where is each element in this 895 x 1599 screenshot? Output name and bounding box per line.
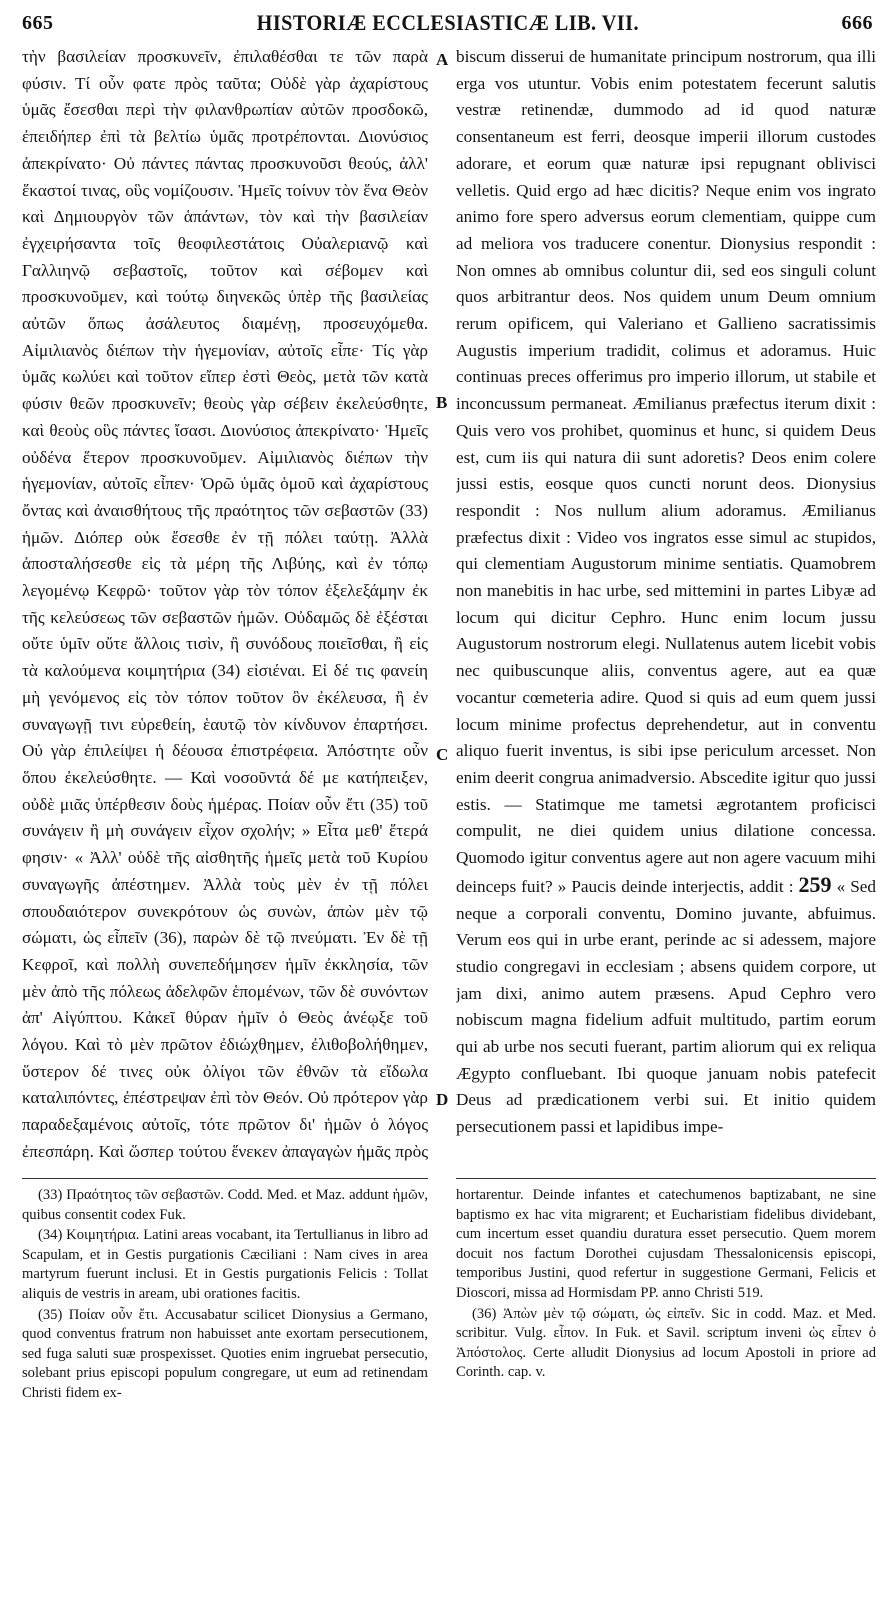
- greek-text: τὴν βασιλείαν προσκυνεῖν, ἐπιλαθέσθαι τε τῶν παρὰ φύσιν. Τί οὖν φατε πρὸς ταῦτα; Οὐδὲ γὰρ ἀχαρίστους ὑμᾶς ἔσεσθαι περὶ τὴν φιλανθρωπίαν αὐτῶν προσδοκῶ, ἐπειδήπερ ἐπὶ τὰ βελτίω ὑμᾶς προτρέπονται. Διονύσιος ἀπεκρίνατο· Οὐ πάντες πάντας προσκυνοῦσι θεούς, ἀλλ' ἕκαστοί τινας, οὓς νομίζουσιν. Ἡμεῖς τοίνυν τὸν ἕνα Θεὸν καὶ Δημιουργὸν τῶν ἁπάντων, τὸν καὶ τὴν βασιλείαν ἐγχειρήσαντα τοῖς θεοφιλεστάτοις Οὐαλεριανῷ καὶ Γαλλιηνῷ σεβαστοῖς, τοῦτον καὶ σέβομεν καὶ προσκυνοῦμεν, καὶ τούτῳ διηνεκῶς ὑπὲρ τῆς βασιλείας αὐτῶν ὅπως ἀσάλευτος διαμένῃ, προσευχόμεθα. Αἰμιλιανὸς διέπων τὴν ἡγεμονίαν, αὐτοῖς εἶπε· Τίς γὰρ ὑμᾶς κωλύει καὶ τοῦτον εἴπερ ἐστὶ Θεὸς, μετὰ τῶν κατὰ φύσιν θεῶν προσκυνεῖν; θεοὺς γὰρ σέβειν ἐκελεύσθητε, καὶ θεοὺς οὓς πάντες ἴσασι. Διονύσιος ἀπεκρίνατο· Ἡμεῖς οὐδένα ἕτερον προσκυνοῦμεν. Αἰμιλιανὸς διέπων τὴν ἡγεμονίαν, αὐτοῖς εἶπεν· Ὁρῶ ὑμᾶς ὁμοῦ καὶ ἀχαρίστους ὄντας καὶ ἀναισθήτους τῆς πραότητος τῶν σεβαστῶν (33) ἡμῶν. Διόπερ οὐκ ἔσεσθε ἐν τῇ πόλει ταύτῃ. Ἀλλὰ ἀποσταλήσεσθε εἰς τὰ μέρη τῆς Λιβύης, καὶ ἐν τόπῳ λεγομένῳ Κεφρῶ· τοῦτον γὰρ τὸν τόπον ἐξελεξάμην ἐκ τῆς κελεύσεως τῶν σεβαστῶν ἡμῶν. Οὐδαμῶς δὲ ἐξέσται οὔτε ὑμῖν οὔτε ἄλλοις τισὶν, ἢ συνόδους ποιεῖσθαι, ἢ εἰς τὰ καλούμενα κοιμητήρια (34) εἰσιέναι. Εἰ δέ τις φανείη μὴ γενόμενος εἰς τὸν τόπον τοῦτον ὃν ἐκέλευσα, ἢ ἐν συναγωγῇ τινι εὑρεθείη, ἑαυτῷ τὸν κίνδυνον ἐπαρτήσει. Οὐ γὰρ ἐπιλείψει ἡ δέουσα ἐπιστρέφεια. Ἀπόστητε οὖν ὅπου ἐκελεύσθητε. — Καὶ νοσοῦντά δέ με κατήπειξεν, οὐδὲ μιᾶς ὑπέρθεσιν δοὺς ἡμέρας. Ποίαν οὖν ἔτι (35) τοῦ συνάγειν ἢ μὴ συνάγειν εἶχον σχολήν; » Εἶτα μεθ' ἕτερά φησιν· « Ἀλλ' οὐδὲ τῆς αἰσθητῆς ἡμεῖς μετὰ τοῦ Κυρίου συναγωγῆς ἀπέστημεν. Ἀλλὰ τοὺς μὲν ἐν τῇ πόλει σπουδαιότερον συνεκρότουν ὡς συνὼν, ἀπὼν μὲν τῷ σώματι, ὡς εἶπεῖν (36), παρὼν δὲ τῷ πνεύματι. Ἐν δὲ τῇ Κεφροῖ, καὶ πολλὴ συνεπεδήμησεν ἡμῖν ἐκκλησία, τῶν μὲν ἀπὸ τῆς πόλεως ἀδελφῶν ἑπομένων, τῶν δὲ συνόντων ἀπ' Αἰγύπτου. Κἀκεῖ θύραν ἡμῖν ὁ Θεὸς ἀνέῳξε τοῦ λόγου. Καὶ τὸ μὲν πρῶτον ἐδιώχθημεν, ἐλιθοβολήθημεν, ὕστερον δέ τινες οὐκ ὀλίγοι τῶν ἐθνῶν τὰ εἴδωλα καταλιπόντες, ἐπέστρεψαν ἐπὶ τὸν Θεόν. Οὐ πρότερον γὰρ παραδεξαμένοις αὐτοῖς, τότε πρῶτον δι' ἡμῶν ὁ λόγος ἐπεσπάρη. Καὶ ὥσπερ τούτου ἕνεκεν ἀπαγαγὼν ἡμᾶς πρὸς: [22, 47, 428, 1161]
- left-page-number: 665: [22, 11, 54, 34]
- footnote-34: (34) Κοιμητήρια. Latini areas vocabant, ita Tertullianus in libro ad Scapulam, et in Gestis purgationis Cæciliani : Nam cives in area martyrum fuerunt inclusi. Et in Gestis purgationis Felicis : Tollat aliquis de vestris in aream, ubi orationes facitis.: [22, 1227, 428, 1302]
- footnote-35-continued: hortarentur. Deinde infantes et catechumenos baptizabant, ne sine baptismo ex hac vita migrarent; et Eucharistiam fidelibus dividebant, cum incertum esset quandiu duratura esset persecutio. Quem morem docuit nos factum Dorothei cujusdam Thessalonicensis episcopi, temporibus Justini, quod refertur in suggestione Germani, Felicis et Dioscori, missa ad Hormisdam PP. anno Christi 519.: [456, 1187, 876, 1301]
- section-marker-d: D: [436, 1090, 449, 1109]
- footnote-rule-right: [456, 1178, 876, 1179]
- running-header: [22, 6, 873, 40]
- section-marker-b: B: [436, 393, 448, 412]
- right-page-number: 666: [841, 11, 873, 34]
- footnote-33: (33) Πραότητος τῶν σεβαστῶν. Codd. Med. et Maz. addunt ἡμῶν, quibus consentit codex Fuk.: [22, 1187, 428, 1223]
- footnote-35: (35) Ποίαν οὖν ἔτι. Accusabatur scilicet Dionysius a Germano, quod conventus fratrum non habuisset ante exortam persecutionem, sed fuga saluti suæ prospexisset. Quoties enim ingruebat persecutio, solebant prius episcopi populum congregare, ut eum ad retinendam Christi fidem ex-: [22, 1306, 428, 1401]
- section-marker-c: C: [436, 745, 449, 764]
- footnotes-right: [456, 1186, 876, 1586]
- running-title: HISTORIÆ ECCLESIASTICÆ LIB. VII.: [256, 10, 639, 35]
- footnote-rule-left: [22, 1178, 428, 1179]
- latin-text: [456, 44, 876, 1141]
- section-marker-a: A: [436, 50, 449, 69]
- latin-text-after: « Sed neque a corporali conventu, Domino juvante, abfuimus. Verum eos qui in urbe erant, perinde ac si adessem, majore studio congregavi in ecclesiam ; absens quidem corpore, ut jam dixi, animo autem præsens. Apud Cephro vero nobiscum magna fidelium adfuit multitudo, partim eorum qui ab urbe nos secuti fuerant, partim aliorum qui ex reliqua Ægypto confluebant. Ibi quoque januam nobis patefecit Deus ad prædicationem verbi sui. Et initio quidem persecutionem passi et lapidibus impe-: [456, 876, 876, 1137]
- greek-column: [22, 44, 428, 1170]
- section-number: 259: [798, 871, 832, 897]
- latin-column: [456, 44, 876, 1170]
- latin-text-before: biscum disserui de humanitate principum nostrorum, qua illi erga vos utuntur. Vobis enim potestatem fecerunt salutis vestræ retinendæ, dummodo ad id quod naturæ consentaneum est ferri, deosque imperii illorum custodes adorare, et eorum quæ naturæ ipsi repugnant oblivisci velletis. Quid ergo ad hæc dicitis? Neque enim vos ingrato animo fore spero adversus eorum clementiam, quippe cum ad meliora vos traducere conentur. Dionysius respondit : Non omnes ab omnibus coluntur dii, sed eos singuli colunt quos arbitrantur deos. Nos quidem unum Deum omnium rerum opificem, qui Valeriano et Gallieno sacratissimis Augustis imperium tradidit, colimus et adoramus. Huic continuas preces offerimus pro imperio illorum, ut stabile et inconcussum permaneat. Æmilianus præfectus iterum dixit : Quis vero vos prohibet, quominus et hunc, si quidem Deus est, cum iis qui natura dii sunt adoretis? Deos enim colere jussi estis, eosque quos cuncti norunt deos. Dionysius respondit : Nos nullum alium adoramus. Æmilianus præfectus dixit : Video vos ingratos esse simul ac stupidos, qui clementiam Augustorum minime sentiatis. Quamobrem non manebitis in hac urbe, sed mittemini in partes Libyæ ad locum qui dicitur Cephro. Hunc enim locum jussu Augustorum nostrorum elegi. Nullatenus autem licebit vobis nec quibuscunque aliis, conventus agere, aut ea quæ vocantur cœmeteria adire. Quod si quis ad eum quem jussi locum minime profectus deprehendetur, aut in conventu aliquo fuerit inventus, is sibi ipse periculum arcesset. Non enim deerit congrua animadversio. Abscedite igitur quo jussi estis. — Statimque me tametsi ægrotantem proficisci compulit, ne diei quidem unius dilatione concessa. Quomodo igitur conventus agere aut non agere vacuum mihi deinceps fuit? » Paucis deinde interjectis, addit :: [456, 47, 876, 896]
- footnotes-left: [22, 1186, 428, 1586]
- footnote-36: (36) Ἀπὼν μὲν τῷ σώματι, ὡς εἰπεῖν. Sic in codd. Maz. et Med. scribitur. Vulg. εἶπον. In Fuk. et Savil. scriptum inveni ὡς εἶπεν ὁ Ἀπόστολος. Certe alludit Dionysius ad locum Apostoli in priore ad Corinth. cap. v.: [456, 1305, 876, 1381]
